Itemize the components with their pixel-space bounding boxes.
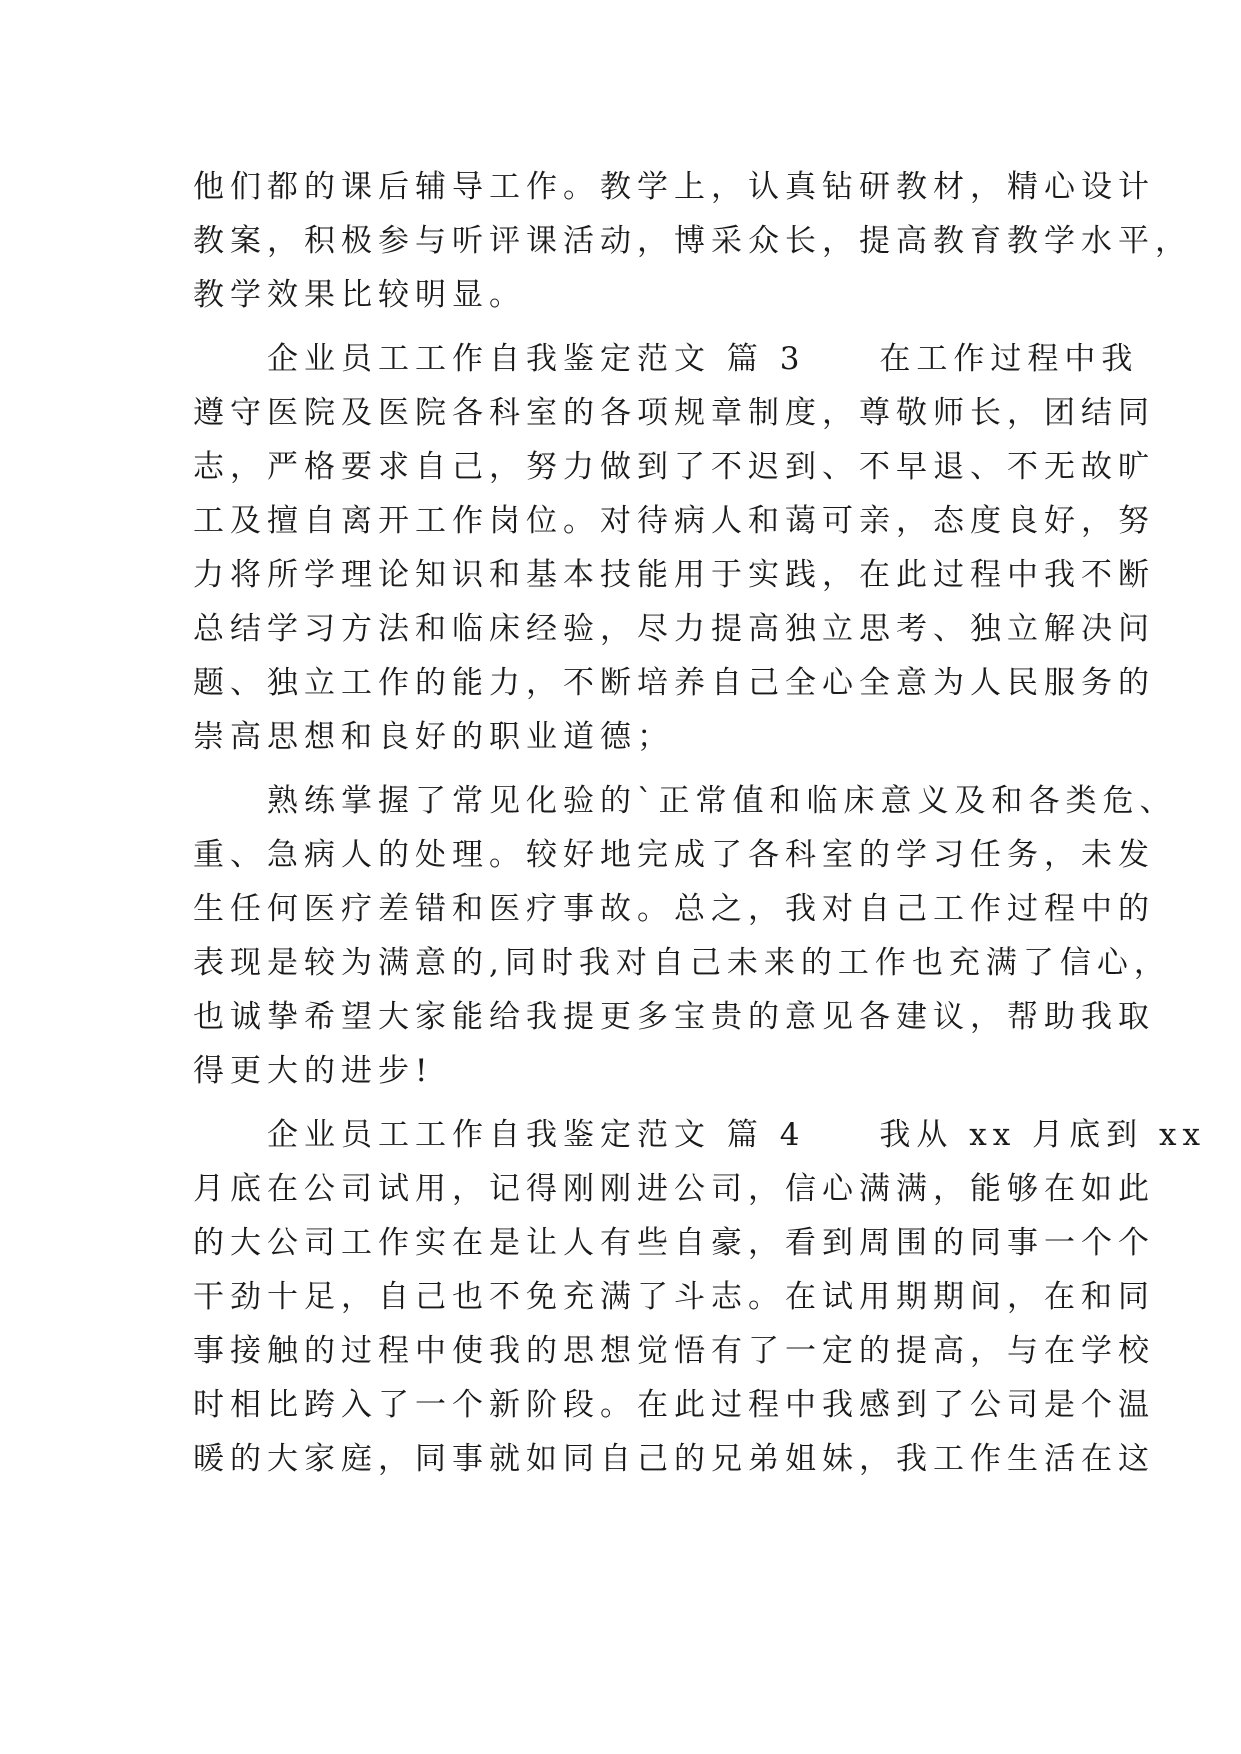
- text-line: 月底在公司试用，记得刚刚进公司，信心满满，能够在如此: [193, 1171, 1155, 1207]
- text-line: 教学效果比较明显。: [193, 277, 526, 313]
- text-line: 的大公司工作实在是让人有些自豪，看到周围的同事一个个: [193, 1225, 1155, 1261]
- text-line: 遵守医院及医院各科室的各项规章制度，尊敬师长，团结同: [193, 395, 1155, 431]
- section-heading-line: 企业员工工作自我鉴定范文 篇 3 在工作过程中我: [193, 341, 1139, 377]
- text-line: 总结学习方法和临床经验，尽力提高独立思考、独立解决问: [193, 611, 1155, 647]
- text-line: 表现是较为满意的,同时我对自己未来的工作也充满了信心，: [193, 945, 1171, 981]
- text-line: 教案，积极参与听评课活动，博采众长，提高教育教学水平，: [193, 223, 1192, 259]
- text-line: 工及擅自离开工作岗位。对待病人和蔼可亲，态度良好，努: [193, 503, 1155, 539]
- text-line: 熟练掌握了常见化验的`正常值和临床意义及和各类危、: [193, 783, 1177, 819]
- text-line: 重、急病人的处理。较好地完成了各科室的学习任务，未发: [193, 837, 1155, 873]
- text-line: 力将所学理论知识和基本技能用于实践，在此过程中我不断: [193, 557, 1155, 593]
- text-line: 崇高思想和良好的职业道德；: [193, 719, 674, 755]
- text-line: 干劲十足，自己也不免充满了斗志。在试用期期间，在和同: [193, 1279, 1155, 1315]
- section-heading-line: 企业员工工作自我鉴定范文 篇 4 我从 xx 月底到 xx: [193, 1117, 1206, 1153]
- text-line: 志，严格要求自己，努力做到了不迟到、不早退、不无故旷: [193, 449, 1155, 485]
- text-line: 时相比跨入了一个新阶段。在此过程中我感到了公司是个温: [193, 1387, 1155, 1423]
- text-line: 事接触的过程中使我的思想觉悟有了一定的提高，与在学校: [193, 1333, 1155, 1369]
- text-line: 生任何医疗差错和医疗事故。总之，我对自己工作过程中的: [193, 891, 1155, 927]
- text-line: 暖的大家庭，同事就如同自己的兄弟姐妹，我工作生活在这: [193, 1441, 1155, 1477]
- text-line: 得更大的进步!: [193, 1053, 434, 1089]
- document-body: [193, 160, 1206, 1486]
- text-line: 也诚挚希望大家能给我提更多宝贵的意见各建议，帮助我取: [193, 999, 1155, 1035]
- text-line: 题、独立工作的能力，不断培养自己全心全意为人民服务的: [193, 665, 1155, 701]
- text-line: 他们都的课后辅导工作。教学上，认真钻研教材，精心设计: [193, 169, 1155, 205]
